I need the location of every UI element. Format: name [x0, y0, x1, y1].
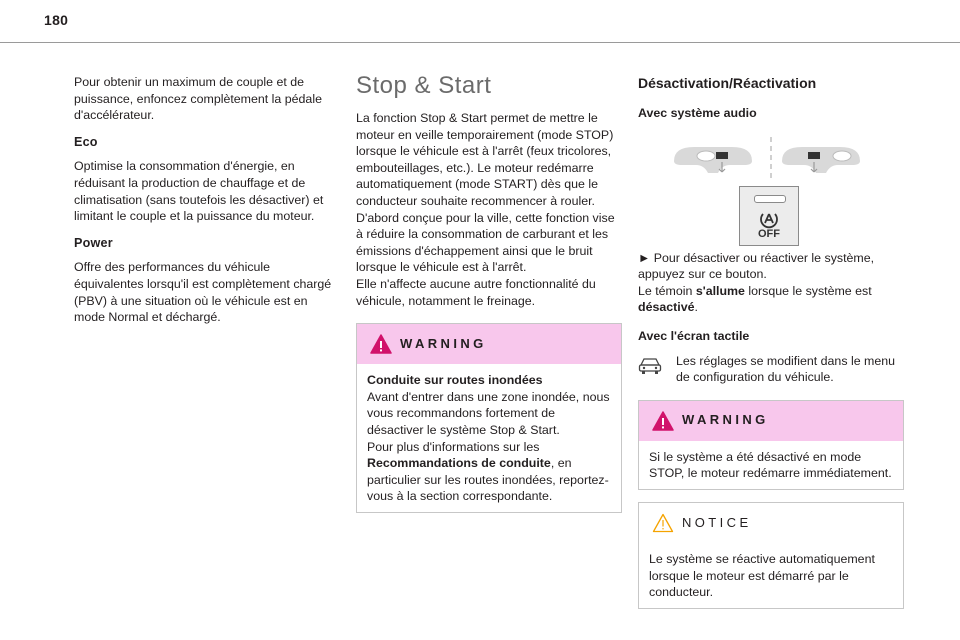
page-number: 180 [44, 12, 69, 28]
top-rule [0, 42, 960, 43]
notice-text: Le système se réactive automatiquement lorsque le moteur est démarré par le conducteur. [649, 551, 875, 600]
notice-label: NOTICE [682, 514, 752, 530]
warning-label: WARNING [682, 412, 769, 428]
eco-heading: Eco [74, 134, 98, 149]
power-paragraph: Offre des performances du véhicule équivalentes lorsqu'il est complètement chargé (PBV) à une situation où le véhicule est en mode Normal et déchargé. [74, 260, 332, 325]
power-heading: Power [74, 235, 113, 250]
steering-wheel-icon [776, 135, 866, 181]
led-text-a: Le témoin [638, 283, 696, 298]
stop-start-intro-1: La fonction Stop & Start permet de mettre le moteur en veille temporairement (mode STOP) lorsque le véhicule est à l'arrêt (feux tricolores, embouteillages, etc.). Le moteur redémarre automatiquement (mode START) dès que le conducteur souhaite recommencer à rouler. [356, 111, 614, 208]
warning-heading: Conduite sur routes inondées [367, 373, 543, 388]
button-led [754, 195, 786, 203]
touchscreen-heading: Avec l'écran tactile [638, 328, 750, 343]
instruction-step: ► Pour désactiver ou réactiver le système, appuyez sur ce bouton. [638, 250, 875, 282]
led-text-c: lorsque le système est [744, 283, 872, 298]
warning-text: Si le système a été désactivé en mode STOP, le moteur redémarre immédiatement. [649, 449, 892, 481]
warning-box-flooded-roads [356, 323, 622, 513]
warning-body [639, 441, 903, 489]
warning-text-1: Avant d'entrer dans une zone inondée, nous vous recommandons fortement de désactiver le système Stop & Start. [367, 389, 610, 437]
stop-start-intro-3: Elle n'affecte aucune autre fonctionnalité du véhicule, notamment le freinage. [356, 276, 596, 308]
led-text-b: s'allume [695, 283, 745, 298]
column-right [638, 74, 904, 619]
warning-body [357, 364, 621, 512]
stop-start-intro-2: D'abord conçue pour la ville, cette fonction vise à réduire la consommation de carburant et les émissions d'échappement ainsi que le bruit lorsque le véhicule est à l'arrêt. [356, 210, 615, 275]
led-text-d: désactivé [638, 300, 695, 315]
section-title: Stop & Start [356, 72, 492, 99]
column-left [74, 74, 340, 336]
eco-paragraph: Optimise la consommation d'énergie, en réduisant la production de chauffage et de climatisation (sans toutefois les désactiver) et limitant le couple et la puissance du moteur. [74, 159, 324, 224]
stop-start-off-button[interactable] [739, 186, 799, 246]
button-illustration [638, 132, 904, 244]
off-label: OFF [758, 227, 780, 240]
separator-icon [768, 135, 774, 181]
warning-header [357, 324, 621, 364]
led-status-text [638, 283, 904, 316]
deactivation-heading: Désactivation/Réactivation [638, 75, 817, 91]
notice-header [639, 503, 903, 543]
audio-system-heading: Avec système audio [638, 106, 757, 120]
touchscreen-text: Les réglages se modifient dans le menu de configuration du véhicule. [676, 353, 896, 385]
warning-triangle-icon [652, 411, 674, 431]
warning-label: WARNING [400, 335, 487, 351]
warning-box-restart [638, 400, 904, 490]
led-text-e: . [694, 300, 698, 315]
touchscreen-note [638, 353, 904, 386]
warning-header [639, 401, 903, 441]
warning-text-2: Pour plus d'informations sur les [367, 439, 540, 454]
driving-recommendations-link: Recommandations de conduite [367, 456, 551, 471]
notice-triangle-icon [652, 513, 674, 533]
steering-wheel-icon [668, 135, 758, 181]
warning-text-3-rest: , en particulier sur les routes inondées, reportez-vous à la section correspondante. [367, 456, 609, 504]
intro-paragraph: Pour obtenir un maximum de couple et de puissance, enfoncez complètement la pédale d'accélérateur. [74, 75, 322, 123]
notice-body [639, 543, 903, 608]
auto-stop-icon [758, 208, 780, 230]
warning-triangle-icon [370, 334, 392, 354]
warning-text-3 [367, 455, 611, 505]
vehicle-settings-icon [638, 355, 662, 377]
notice-box [638, 502, 904, 609]
column-middle [356, 74, 622, 523]
